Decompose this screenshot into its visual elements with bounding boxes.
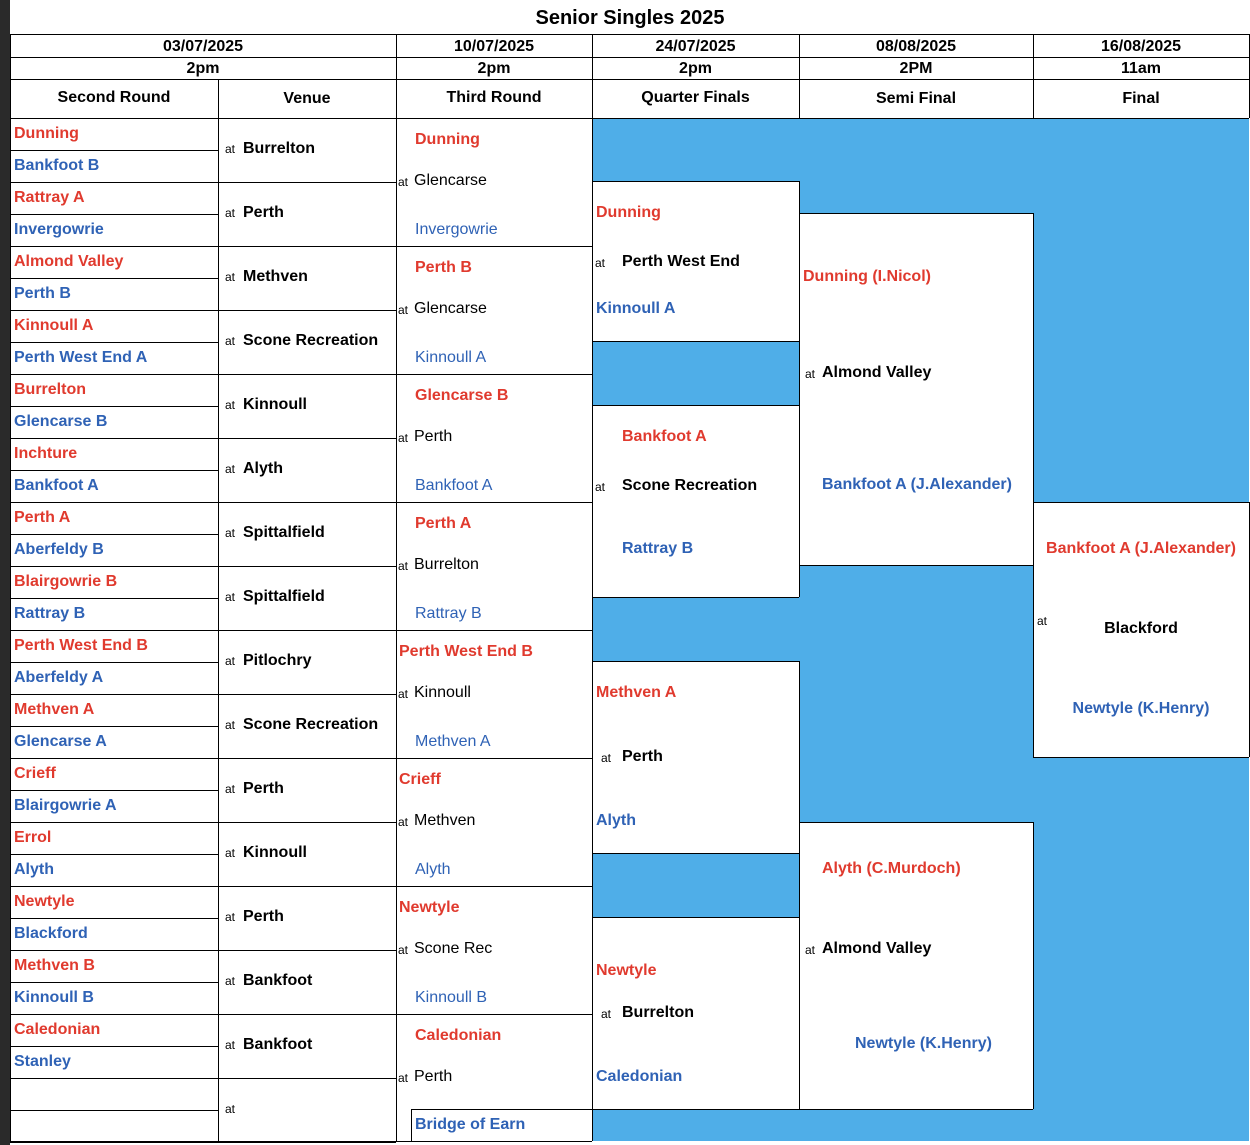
quarter-final-at: at (601, 751, 612, 765)
grid-line (10, 1046, 218, 1047)
round-date: 10/07/2025 (453, 38, 535, 55)
grid-line (396, 502, 592, 503)
second-round-away: Rattray B (14, 605, 86, 622)
grid-line (592, 341, 799, 342)
semi-final-venue: Almond Valley (822, 940, 932, 957)
second-round-home: Rattray A (14, 189, 85, 206)
grid-line (592, 405, 799, 406)
third-round-home: Perth B (415, 259, 472, 276)
grid-line (10, 982, 218, 983)
final-venue: Blackford (1104, 620, 1178, 637)
second-round-home: Blairgowrie B (14, 573, 118, 590)
column-header-second-round: Second Round (57, 89, 171, 106)
third-round-away: Rattray B (415, 605, 482, 622)
round-time: 2pm (186, 60, 220, 77)
quarter-final-at: at (595, 480, 606, 494)
grid-line (396, 758, 592, 759)
quarter-final-at: at (595, 256, 606, 270)
grid-line (592, 597, 799, 598)
third-round-venue: Burrelton (414, 556, 479, 573)
round-date: 24/07/2025 (655, 38, 736, 55)
bracket-fill (593, 341, 800, 405)
bracket-fill (800, 565, 1034, 822)
third-round-venue: Glencarse (414, 172, 487, 189)
grid-line (1033, 502, 1249, 503)
second-round-away: Blackford (14, 925, 88, 942)
round-time: 2PM (899, 60, 933, 77)
grid-line (10, 34, 11, 1141)
grid-line (592, 661, 799, 662)
grid-line (10, 79, 1249, 80)
grid-line (396, 246, 592, 247)
grid-line (10, 662, 218, 663)
bracket-fill (1034, 757, 1249, 1141)
second-round-home: Perth West End B (14, 637, 148, 654)
grid-line (10, 150, 218, 151)
grid-line (10, 214, 218, 215)
second-round-at: at (225, 910, 236, 924)
third-round-home: Crieff (399, 771, 441, 788)
second-round-away: Aberfeldy B (14, 541, 104, 558)
second-round-venue: Scone Recreation (243, 332, 379, 349)
grid-line (10, 502, 396, 503)
second-round-venue: Pitlochry (243, 652, 312, 669)
grid-line (10, 854, 218, 855)
third-round-at: at (398, 431, 409, 445)
grid-line (10, 726, 218, 727)
second-round-venue: Bankfoot (243, 1036, 313, 1053)
quarter-final-home: Methven A (596, 684, 677, 701)
second-round-away: Perth B (14, 285, 71, 302)
grid-line (10, 1014, 396, 1015)
quarter-final-home: Dunning (596, 204, 661, 221)
grid-line (10, 278, 218, 279)
second-round-at: at (225, 974, 236, 988)
second-round-away: Aberfeldy A (14, 669, 104, 686)
grid-line (10, 534, 218, 535)
semi-final-venue: Almond Valley (822, 364, 932, 381)
second-round-at: at (225, 590, 236, 604)
second-round-venue: Spittalfield (243, 524, 325, 541)
third-round-venue: Methven (414, 812, 476, 829)
third-round-home: Perth A (415, 515, 472, 532)
grid-line (396, 886, 592, 887)
bracket-fill (800, 181, 1249, 213)
grid-line (592, 853, 799, 854)
grid-line (396, 374, 592, 375)
third-round-away: Bridge of Earn (415, 1116, 526, 1133)
second-round-venue: Bankfoot (243, 972, 313, 989)
third-round-venue: Perth (414, 1068, 453, 1085)
grid-line (10, 34, 1249, 35)
grid-line (799, 565, 1033, 566)
grid-line (10, 1110, 218, 1111)
second-round-venue: Scone Recreation (243, 716, 379, 733)
third-round-venue: Glencarse (414, 300, 487, 317)
quarter-final-at: at (601, 1007, 612, 1021)
second-round-venue: Spittalfield (243, 588, 325, 605)
grid-line (10, 1078, 396, 1079)
second-round-home: Newtyle (14, 893, 75, 910)
second-round-at: at (225, 846, 236, 860)
second-round-away: Glencarse A (14, 733, 107, 750)
grid-line (799, 213, 1033, 214)
second-round-away: Perth West End A (14, 349, 148, 366)
second-round-venue: Methven (243, 268, 308, 285)
third-round-at: at (398, 1071, 409, 1085)
third-round-away: Kinnoull B (415, 989, 488, 1006)
grid-line (592, 181, 799, 182)
grid-line (411, 1141, 592, 1142)
second-round-at: at (225, 1102, 236, 1116)
grid-line (10, 182, 396, 183)
grid-line (799, 213, 800, 565)
grid-line (592, 405, 593, 597)
third-round-at: at (398, 559, 409, 573)
grid-line (10, 310, 396, 311)
quarter-final-venue: Scone Recreation (622, 477, 758, 494)
second-round-venue: Perth (243, 204, 284, 221)
grid-line (10, 57, 1249, 58)
second-round-away: Bankfoot B (14, 157, 100, 174)
second-round-home: Crieff (14, 765, 56, 782)
grid-line (10, 950, 396, 951)
grid-line (10, 918, 218, 919)
second-round-home: Caledonian (14, 1021, 101, 1038)
quarter-final-venue: Burrelton (622, 1004, 694, 1021)
round-time: 11am (1120, 60, 1162, 77)
second-round-home: Methven A (14, 701, 95, 718)
second-round-away: Glencarse B (14, 413, 108, 430)
third-round-at: at (398, 175, 409, 189)
second-round-venue: Kinnoull (243, 396, 307, 413)
second-round-home: Perth A (14, 509, 71, 526)
final-at: at (1037, 614, 1048, 628)
grid-line (10, 374, 396, 375)
third-round-home: Glencarse B (415, 387, 509, 404)
grid-line (1033, 822, 1034, 1109)
quarter-final-home: Bankfoot A (622, 428, 707, 445)
bracket-fill (593, 597, 800, 661)
second-round-away: Blairgowrie A (14, 797, 117, 814)
grid-line (799, 822, 1033, 823)
second-round-home: Dunning (14, 125, 79, 142)
second-round-home: Kinnoull A (14, 317, 94, 334)
column-header-final: Final (1122, 90, 1160, 107)
second-round-home: Almond Valley (14, 253, 124, 270)
third-round-at: at (398, 303, 409, 317)
third-round-home: Caledonian (415, 1027, 502, 1044)
round-date: 08/08/2025 (875, 38, 957, 55)
second-round-away: Alyth (14, 861, 54, 878)
semi-final-home: Dunning (I.Nicol) (803, 268, 931, 285)
third-round-home: Newtyle (399, 899, 460, 916)
third-round-away: Kinnoull A (415, 349, 487, 366)
quarter-final-away: Alyth (596, 812, 636, 829)
third-round-venue: Scone Rec (414, 940, 493, 957)
semi-final-home: Alyth (C.Murdoch) (822, 860, 961, 877)
column-header-quarter-finals: Quarter Finals (641, 89, 750, 106)
second-round-at: at (225, 718, 236, 732)
second-round-home: Burrelton (14, 381, 86, 398)
grid-line (10, 566, 396, 567)
second-round-venue: Alyth (243, 460, 283, 477)
grid-line (10, 118, 1249, 119)
semi-final-at: at (805, 943, 816, 957)
final-away: Newtyle (K.Henry) (1072, 700, 1210, 717)
grid-line (10, 790, 218, 791)
second-round-home: Methven B (14, 957, 95, 974)
third-round-home: Dunning (415, 131, 480, 148)
grid-line (10, 438, 396, 439)
grid-line (10, 630, 396, 631)
grid-line (10, 1141, 411, 1142)
grid-line (10, 342, 218, 343)
quarter-final-venue: Perth (622, 748, 663, 765)
third-round-at: at (398, 943, 409, 957)
second-round-venue: Perth (243, 908, 284, 925)
grid-line (592, 917, 799, 918)
second-round-away: Bankfoot A (14, 477, 99, 494)
third-round-at: at (398, 815, 409, 829)
second-round-venue: Burrelton (243, 140, 315, 157)
third-round-away: Alyth (415, 861, 451, 878)
second-round-home: Errol (14, 829, 52, 846)
third-round-venue: Kinnoull (414, 684, 471, 701)
second-round-at: at (225, 782, 236, 796)
second-round-away: Invergowrie (14, 221, 104, 238)
bracket-fill (593, 853, 800, 917)
third-round-at: at (398, 687, 409, 701)
quarter-final-venue: Perth West End (622, 253, 740, 270)
grid-line (592, 1109, 799, 1110)
grid-line (799, 822, 800, 1109)
round-time: 2pm (477, 60, 511, 77)
grid-line (396, 630, 592, 631)
second-round-at: at (225, 270, 236, 284)
round-date: 03/07/2025 (162, 38, 244, 55)
quarter-final-away: Rattray B (622, 540, 694, 557)
grid-line (10, 598, 218, 599)
grid-line (10, 694, 396, 695)
grid-line (10, 1142, 396, 1143)
semi-final-away: Bankfoot A (J.Alexander) (822, 476, 1012, 493)
second-round-at: at (225, 654, 236, 668)
grid-line (1033, 757, 1249, 758)
grid-line (592, 661, 593, 853)
second-round-venue: Perth (243, 780, 284, 797)
grid-line (10, 406, 218, 407)
column-header-semi-final: Semi Final (875, 90, 957, 107)
quarter-final-home: Newtyle (596, 962, 657, 979)
grid-line (10, 822, 396, 823)
page-title: Senior Singles 2025 (535, 7, 725, 29)
semi-final-at: at (805, 367, 816, 381)
third-round-home: Perth West End B (399, 643, 533, 660)
second-round-at: at (225, 462, 236, 476)
second-round-at: at (225, 206, 236, 220)
grid-line (411, 1109, 412, 1141)
semi-final-away: Newtyle (K.Henry) (855, 1035, 992, 1052)
round-date: 16/08/2025 (1100, 38, 1182, 55)
second-round-away: Stanley (14, 1053, 71, 1070)
grid-line (592, 181, 593, 341)
third-round-away: Bankfoot A (415, 477, 493, 494)
second-round-at: at (225, 526, 236, 540)
grid-line (411, 1109, 592, 1110)
grid-line (592, 917, 593, 1109)
bracket-fill (593, 1109, 1034, 1141)
bracket-fill (593, 118, 1249, 181)
round-time: 2pm (679, 60, 712, 77)
third-round-venue: Perth (414, 428, 453, 445)
second-round-away: Kinnoull B (14, 989, 94, 1006)
bracket-fill (1034, 213, 1249, 502)
grid-line (10, 758, 396, 759)
grid-line (10, 246, 396, 247)
final-home: Bankfoot A (J.Alexander) (1046, 540, 1236, 557)
second-round-at: at (225, 398, 236, 412)
second-round-at: at (225, 142, 236, 156)
second-round-home: Inchture (14, 445, 78, 462)
second-round-at: at (225, 334, 236, 348)
grid-line (799, 1109, 1033, 1110)
second-round-at: at (225, 1038, 236, 1052)
grid-line (10, 886, 396, 887)
quarter-final-away: Caledonian (596, 1068, 683, 1085)
column-header-venue: Venue (283, 90, 331, 107)
third-round-away: Invergowrie (415, 221, 498, 238)
second-round-venue: Kinnoull (243, 844, 307, 861)
quarter-final-away: Kinnoull A (596, 300, 676, 317)
third-round-away: Methven A (415, 733, 491, 750)
grid-line (396, 1014, 592, 1015)
grid-line (10, 470, 218, 471)
column-header-third-round: Third Round (446, 89, 542, 106)
